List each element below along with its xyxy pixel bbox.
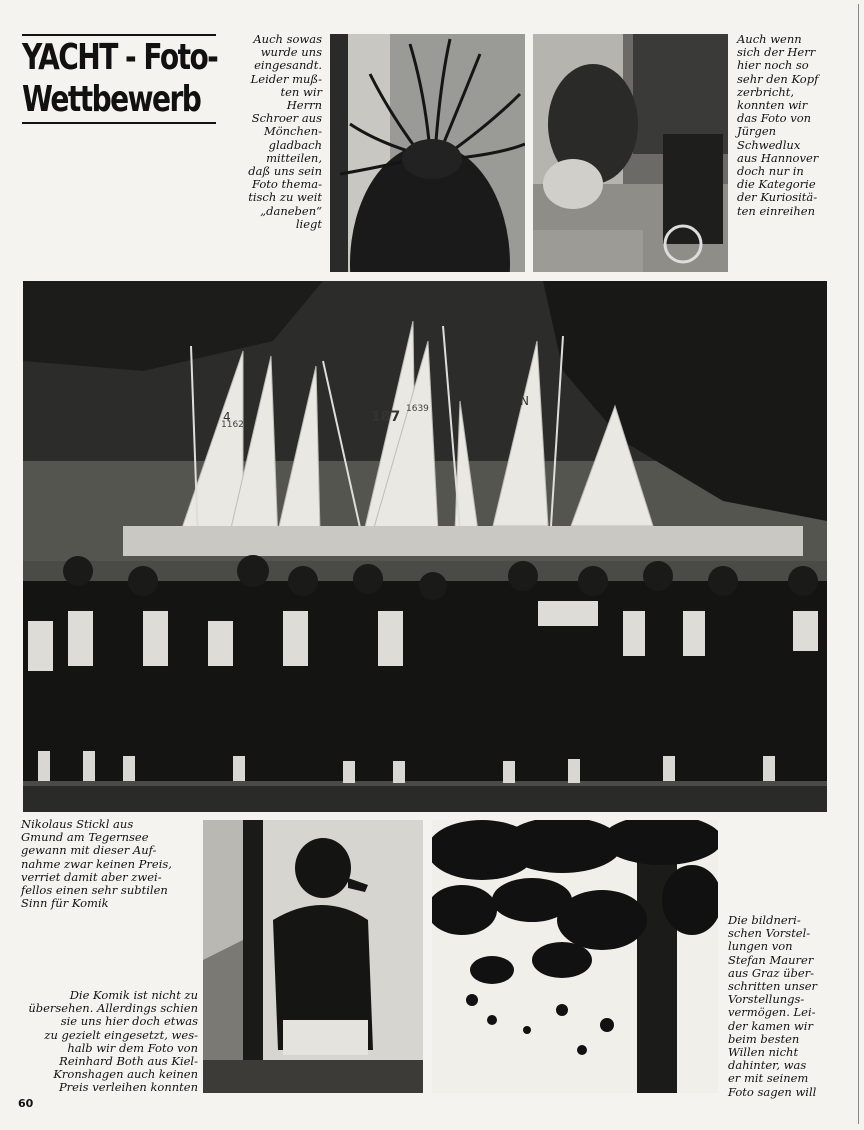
title-line-1: YACHT - Foto- — [22, 37, 218, 78]
photo-band-and-sailboats — [23, 281, 827, 812]
photo-man-with-pipe — [203, 820, 423, 1093]
caption-schroer: Auch sowas wurde uns eingesandt. Leider muß- ten wir Herrn Schroer aus Mönchen- gladbach mitteilen, daß uns sein Foto thema- tisch zu weit „daneben“ liegt — [248, 32, 322, 231]
sail-number-1639: 1639 — [406, 404, 429, 414]
sail-letter-n: N — [520, 394, 529, 408]
photo-man-on-dock — [533, 34, 728, 272]
sail-number-4: 4 — [223, 410, 231, 424]
page-number: 60 — [18, 1097, 34, 1110]
title-rule-bottom — [22, 122, 216, 124]
photo-tree-silhouette — [432, 820, 718, 1093]
caption-schwedlux: Auch wenn sich der Herr hier noch so sehr den Kopf zerbricht, konnten wir das Foto von Jürgen Schwedlux aus Hannover doch nur in die Kategorie der Kuriositä- ten einreihen — [737, 32, 819, 218]
article-title — [22, 34, 216, 124]
caption-maurer: Die bildneri- schen Vorstel- lungen von Stefan Maurer aus Graz über- schritten unser Vorstellungs- vermögen. Lei- der kamen wir beim besten Willen nicht dahinter, was er mit seinem Foto sagen will — [728, 913, 818, 1099]
sail-number-187: 187 — [371, 409, 401, 425]
title-line-2: Wettbewerb — [22, 79, 201, 120]
caption-stickl: Nikolaus Stickl aus Gmund am Tegernsee gewann mit dieser Auf- nahme zwar keinen Preis, verriet damit aber zwei- fellos einen sehr subtilen Sinn für Komik — [21, 817, 172, 911]
caption-both: Die Komik ist nicht zu übersehen. Allerdings schien sie uns hier doch etwas zu gezielt eingesetzt, wes- halb wir dem Foto von Reinhard Both aus Kiel- Kronshagen auch keinen Preis verleihen konnten — [28, 988, 198, 1095]
title-rule-top — [22, 34, 216, 36]
sail-number-1162: 1162 — [221, 420, 244, 430]
photo-windblown-hair — [330, 34, 525, 272]
